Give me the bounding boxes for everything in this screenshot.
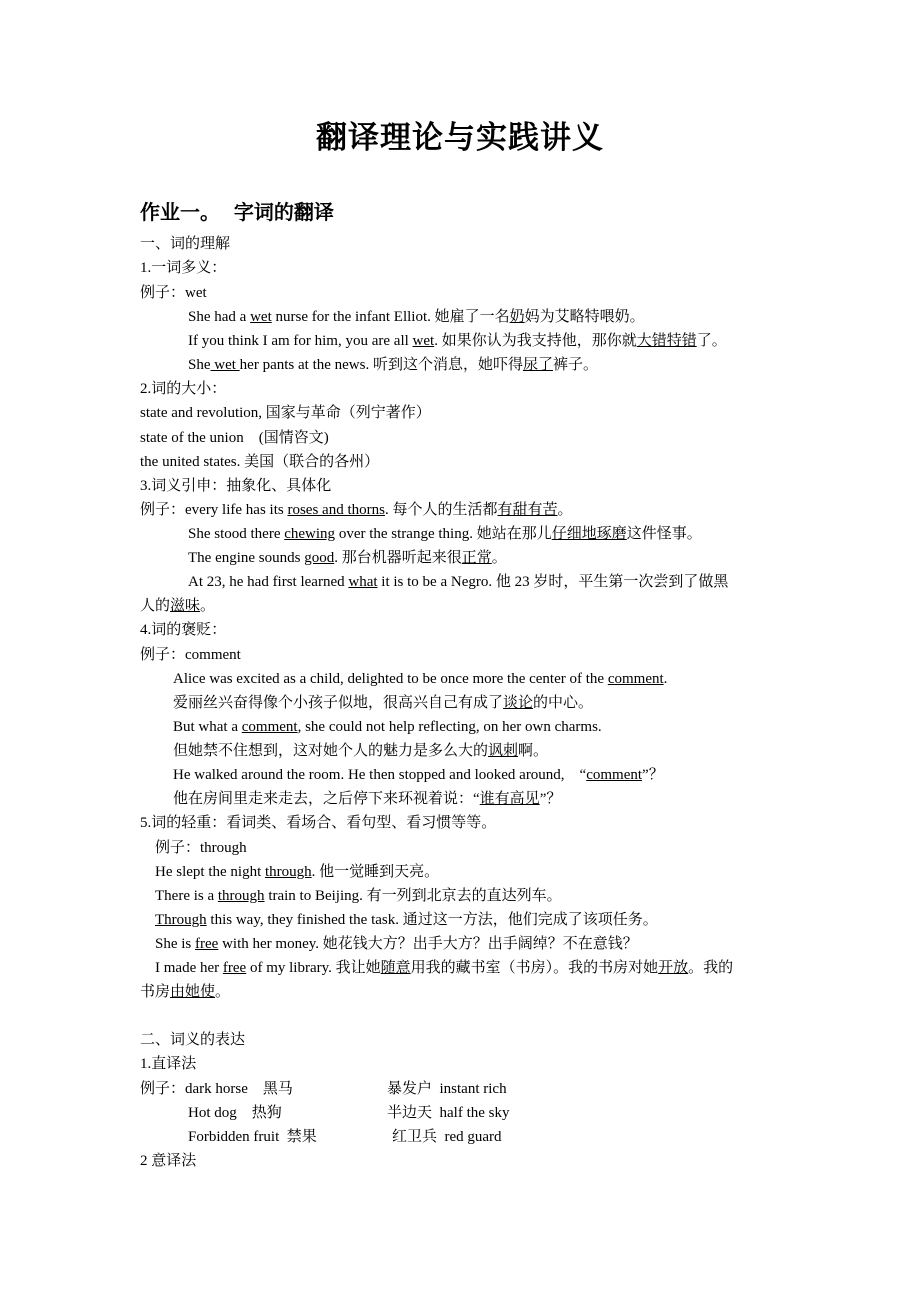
p4-line-3: But what a comment, she could not help reflecting, on her own charms. xyxy=(173,719,602,735)
p3-line-3: The engine sounds good. 那台机器听起来很正常。 xyxy=(188,550,507,566)
document-title: 翻译理论与实践讲义 xyxy=(316,120,604,156)
p2-line-3: the united states. 美国（联合的各州） xyxy=(140,454,380,470)
section1-header: 一、词的理解 xyxy=(140,236,231,252)
s2-row2-right: 半边天 half the sky xyxy=(387,1105,510,1121)
s2-row1-left: 例子：dark horse 黑马 xyxy=(140,1081,293,1097)
p1-line-3: She wet her pants at the news. 听到这个消息，她吓得尿了裤子。 xyxy=(188,357,598,373)
p2-line-2: state of the union (国情咨文) xyxy=(140,430,329,446)
p3-line-5: 人的滋味。 xyxy=(140,598,216,614)
p2-title: 2.词的大小： xyxy=(140,381,227,397)
p1-example: 例子：wet xyxy=(140,285,207,301)
p3-line-4: At 23, he had first learned what it is to be a Negro. 他 23 岁时，平生第一次尝到了做黑 xyxy=(188,574,729,590)
p5-line-6: 书房由她使。 xyxy=(140,984,231,1000)
p5-line-3: Through this way, they finished the task. 通过这一方法，他们完成了该项任务。 xyxy=(155,912,658,928)
section-heading: 作业一。 字词的翻译 xyxy=(140,200,334,224)
p5-line-2: There is a through train to Beijing. 有一列到北京去的直达列车。 xyxy=(155,888,562,904)
p3-title: 3.词义引申：抽象化、具体化 xyxy=(140,478,332,494)
p5-line-1: He slept the night through. 他一觉睡到天亮。 xyxy=(155,864,440,880)
s2-p1-title: 1.直译法 xyxy=(140,1056,197,1072)
p4-line-6: 他在房间里走来走去，之后停下来环视着说：“谁有高见”？ xyxy=(173,791,562,807)
s2-row3-left: Forbidden fruit 禁果 xyxy=(188,1129,317,1145)
p1-title: 1.一词多义： xyxy=(140,260,227,276)
s2-row2-left: Hot dog 热狗 xyxy=(188,1105,282,1121)
s2-row3-right: 红卫兵 red guard xyxy=(392,1129,502,1145)
p4-example: 例子：comment xyxy=(140,647,241,663)
p4-line-1: Alice was excited as a child, delighted to be once more the center of the comment. xyxy=(173,671,668,687)
p4-line-5: He walked around the room. He then stopped and looked around, “comment”？ xyxy=(173,767,664,783)
s2-row1-right: 暴发户 instant rich xyxy=(387,1081,507,1097)
p3-line-2: She stood there chewing over the strange thing. 她站在那儿仔细地琢磨这件怪事。 xyxy=(188,526,702,542)
p5-title: 5.词的轻重：看词类、看场合、看句型、看习惯等等。 xyxy=(140,815,497,831)
p1-line-1: She had a wet nurse for the infant Elliot. 她雇了一名奶妈为艾略特喂奶。 xyxy=(188,309,645,325)
p4-title: 4.词的褒贬： xyxy=(140,622,227,638)
p5-line-4: She is free with her money. 她花钱大方？出手大方？出手阔绰？不在意钱？ xyxy=(155,936,638,952)
p4-line-4: 但她禁不住想到，这对她个人的魅力是多么大的讽刺啊。 xyxy=(173,743,549,759)
s2-p2-title: 2 意译法 xyxy=(140,1153,197,1169)
section2-header: 二、词义的表达 xyxy=(140,1032,246,1048)
p5-line-5: I made her free of my library. 我让她随意用我的藏书室（书房）。我的书房对她开放。我的 xyxy=(155,960,734,976)
p1-line-2: If you think I am for him, you are all wet. 如果你认为我支持他，那你就大错特错了。 xyxy=(188,333,727,349)
p5-example: 例子：through xyxy=(155,840,247,856)
p3-line-1: 例子：every life has its roses and thorns. 每个人的生活都有甜有苦。 xyxy=(140,502,573,518)
p4-line-2: 爱丽丝兴奋得像个小孩子似地，很高兴自己有成了谈论的中心。 xyxy=(173,695,594,711)
p2-line-1: state and revolution, 国家与革命（列宁著作） xyxy=(140,405,431,421)
